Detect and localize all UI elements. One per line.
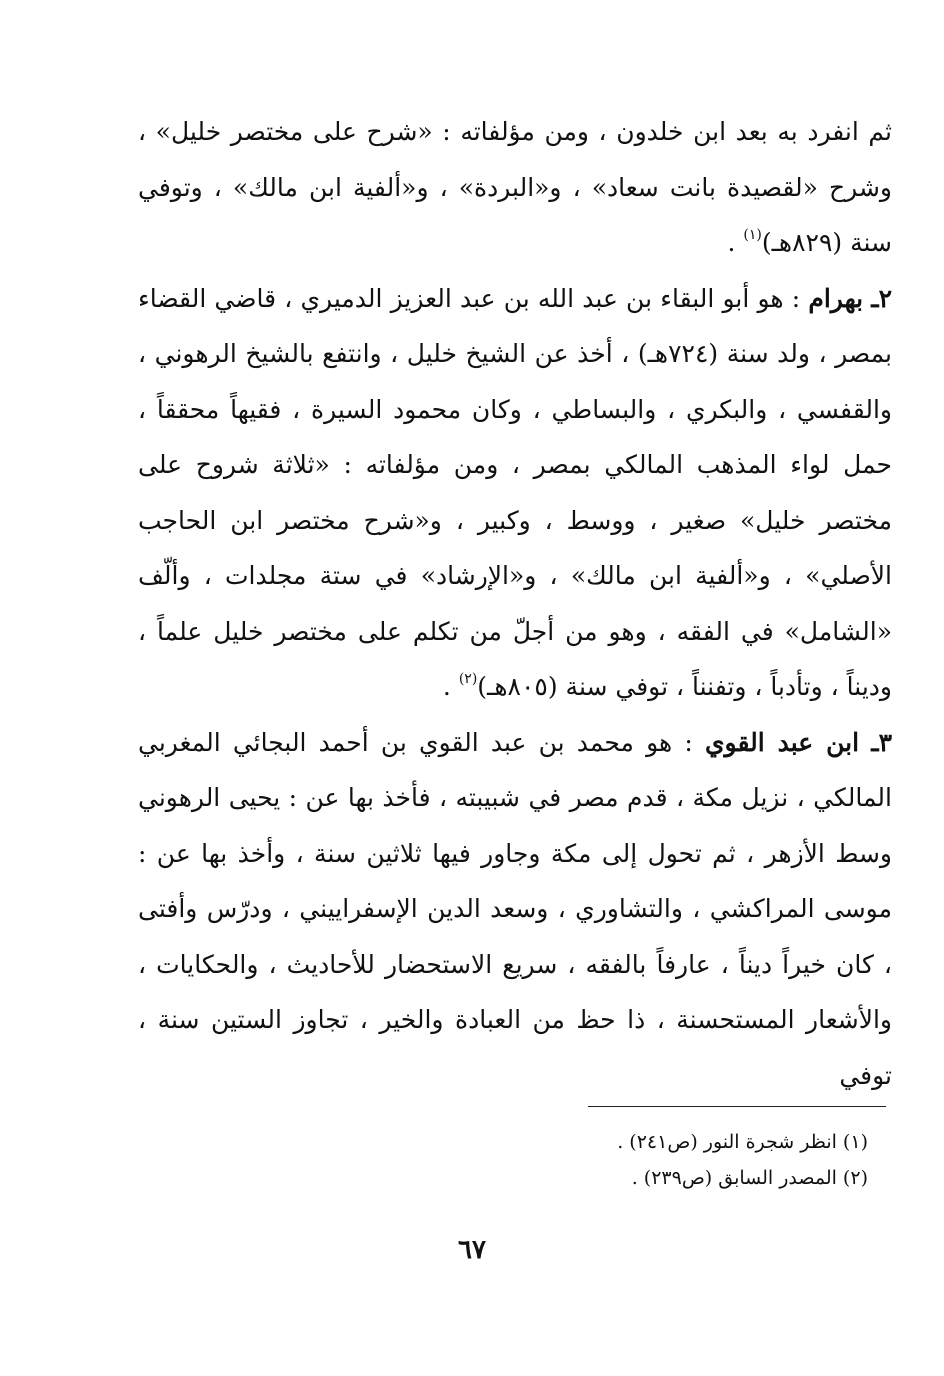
main-text — [138, 104, 892, 1103]
entry-heading: ابن عبد القوي — [704, 727, 860, 757]
entry-heading: بهرام — [808, 283, 864, 313]
entry-number: ٢ـ — [871, 283, 892, 313]
entry-ibn-abd-al-qawi — [138, 715, 892, 1104]
footnote-item: (١) انظر شجرة النور (ص٢٤١) . — [617, 1131, 868, 1153]
sentence-end: . — [442, 672, 459, 701]
footnote-item: (٢) المصدر السابق (ص٢٣٩) . — [631, 1167, 868, 1189]
footnote-reference: (٢) — [458, 671, 478, 687]
paragraph-text: : هو محمد بن عبد القوي بن أحمد البجائي المغربي المالكي ، نزيل مكة ، قدم مصر في شبيبته ، فأخذ بها عن : يحيى الرهوني وسط الأزهر ، ثم تحول إلى مكة وجاور فيها ثلاثين سنة ، وأخذ بها عن : موسى المراكشي ، والتشاوري ، وسعد الدين الإسفراييني ، ودرّس وأفتى ، كان خيراً ديناً ، عارفاً بالفقه ، سريع الاستحضار للأحاديث ، والحكايات ، والأشعار المستحسنة ، ذا حظ من العبادة والخير ، تجاوز الستين سنة ، توفي — [138, 727, 892, 1090]
entry-number: ٣ـ — [871, 727, 893, 757]
footnote-divider — [588, 1106, 886, 1107]
footnotes — [400, 1124, 868, 1196]
footnote-reference: (١) — [743, 227, 762, 243]
page-number: ٦٧ — [458, 1235, 486, 1265]
sentence-end: . — [727, 228, 744, 257]
paragraph-text: : هو أبو البقاء بن عبد الله بن عبد العزيز الدميري ، قاضي القضاء بمصر ، ولد سنة (٧٢٤هـ) ، أخذ عن الشيخ خليل ، وانتفع بالشيخ الرهوني ، والقفسي ، والبكري ، والبساطي ، وكان محمود السيرة ، فقيهاً محققاً ، حمل لواء المذهب المالكي بمصر ، ومن مؤلفاته : «ثلاثة شروح على مختصر خليل» صغير ، ووسط ، وكبير ، و«شرح مختصر ابن الحاجب الأصلي» ، و«ألفية ابن مالك» ، و«الإرشاد» في ستة مجلدات ، وألّف «الشامل» في الفقه ، وهو من أجلّ من تكلم على مختصر خليل علماً ، وديناً ، وتأدباً ، وتفنناً ، توفي سنة (٨٠٥هـ) — [138, 283, 893, 701]
entry-bahram — [138, 271, 892, 715]
paragraph-continuation — [138, 104, 892, 271]
paragraph-text: ثم انفرد به بعد ابن خلدون ، ومن مؤلفاته : «شرح على مختصر خليل» ، وشرح «لقصيدة بانت سعاد» ، و«البردة» ، و«ألفية ابن مالك» ، وتوفي سنة (٨٢٩هـ) — [138, 117, 892, 257]
